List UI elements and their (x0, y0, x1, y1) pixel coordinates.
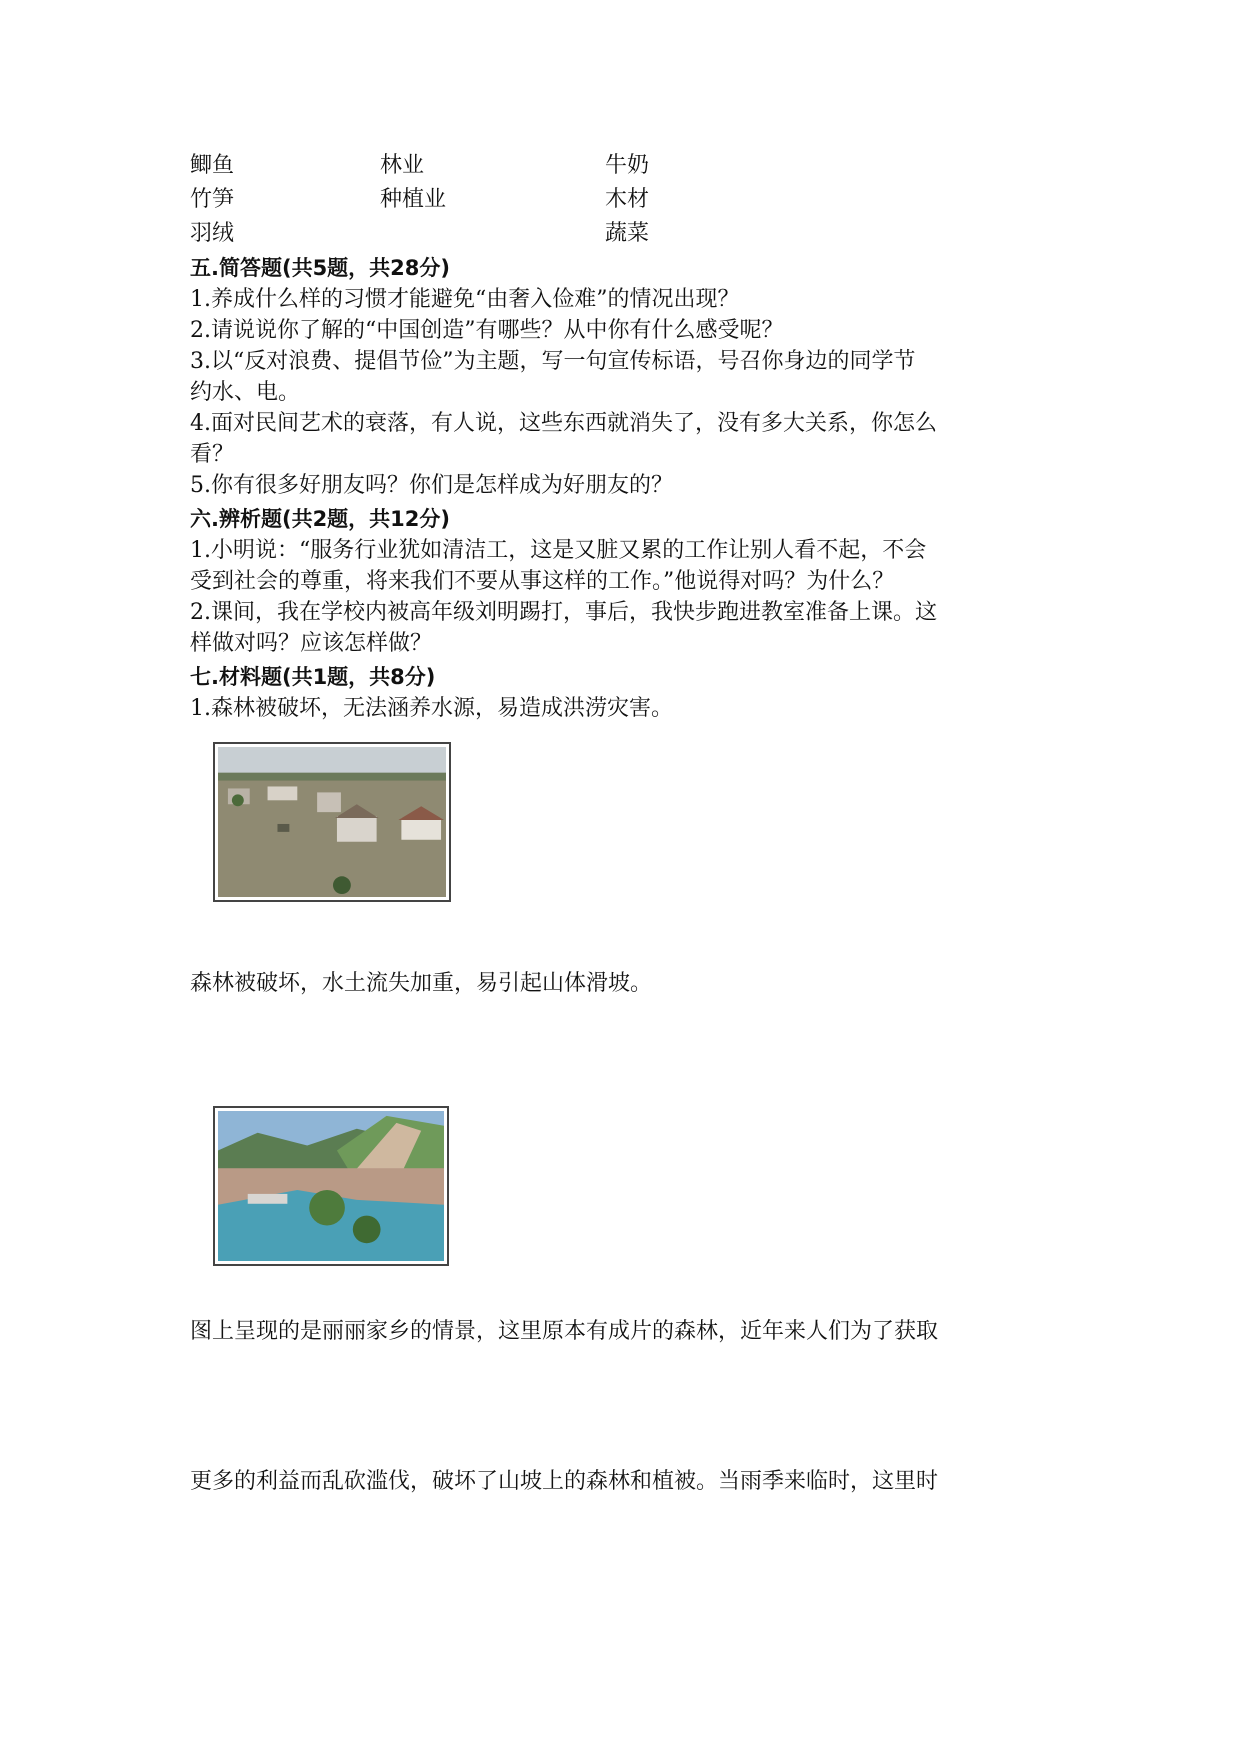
match-item: 牛奶 (605, 153, 650, 178)
section-heading: 七.材料题(共1题，共8分) (190, 665, 436, 689)
match-item: 羽绒 (190, 221, 235, 246)
question-line: 2.课间，我在学校内被高年级刘明踢打，事后，我快步跑进教室准备上课。这 (190, 600, 937, 625)
section-heading: 六.辨析题(共2题，共12分) (190, 507, 451, 531)
section-heading: 五.简答题(共5题，共28分) (190, 256, 451, 280)
question-line: 1.小明说：“服务行业犹如清洁工，这是又脏又累的工作让别人看不起，不会 (190, 538, 927, 563)
match-item: 木材 (605, 187, 650, 212)
question-line: 3.以“反对浪费、提倡节俭”为主题，写一句宣传标语，号召你身边的同学节 (190, 349, 916, 374)
caption: 森林被破坏，水土流失加重，易引起山体滑坡。 (190, 971, 653, 996)
match-item: 林业 (380, 153, 425, 178)
question-line: 1.养成什么样的习惯才能避免“由奢入俭难”的情况出现？ (190, 287, 740, 312)
paragraph-line: 图上呈现的是丽丽家乡的情景，这里原本有成片的森林，近年来人们为了获取 (190, 1319, 939, 1344)
question-line: 4.面对民间艺术的衰落，有人说，这些东西就消失了，没有多大关系，你怎么 (190, 411, 937, 436)
question-line: 2.请说说你了解的“中国创造”有哪些？从中你有什么感受呢？ (190, 318, 784, 343)
match-item: 种植业 (380, 187, 447, 212)
landslide-photo (213, 1106, 449, 1266)
match-item: 蔬菜 (605, 221, 650, 246)
question-line: 受到社会的尊重，将来我们不要从事这样的工作。”他说得对吗？为什么？ (190, 569, 895, 594)
match-item: 鲫鱼 (190, 153, 235, 178)
question-line: 1.森林被破坏，无法涵养水源，易造成洪涝灾害。 (190, 696, 673, 721)
paragraph-line: 更多的利益而乱砍滥伐，破坏了山坡上的森林和植被。当雨季来临时，这里时 (190, 1469, 939, 1494)
question-line: 约水、电。 (190, 380, 301, 405)
question-line: 看？ (190, 442, 235, 467)
question-line: 5.你有很多好朋友吗？你们是怎样成为好朋友的？ (190, 473, 673, 498)
question-line: 样做对吗？应该怎样做？ (190, 631, 433, 656)
flood-photo (213, 742, 451, 902)
match-item: 竹笋 (190, 187, 235, 212)
